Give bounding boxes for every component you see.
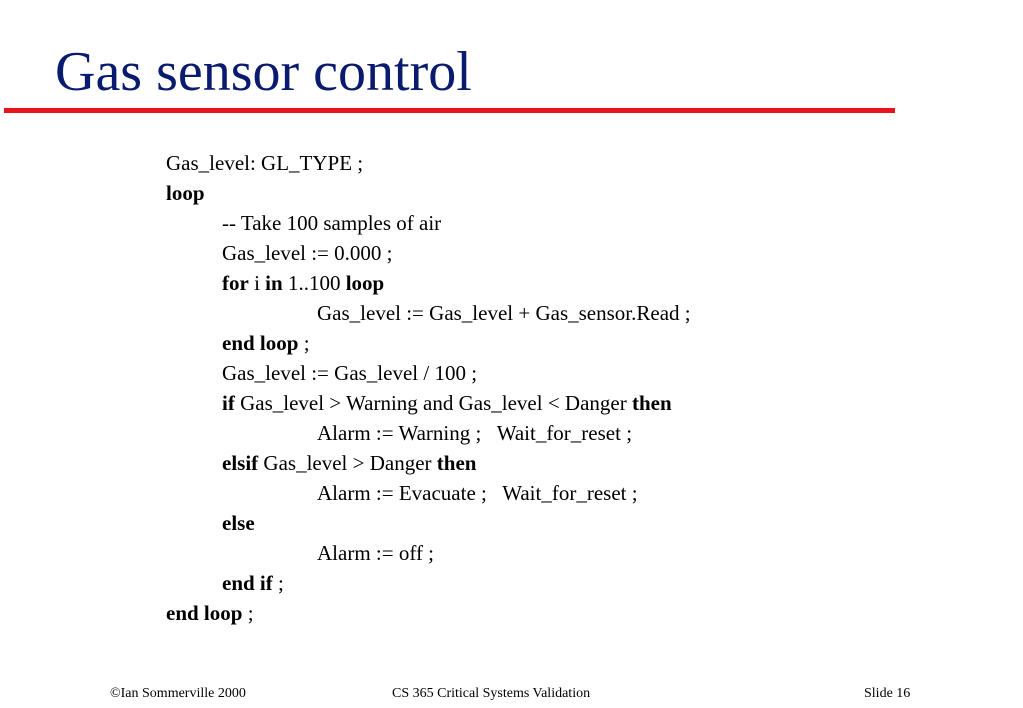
slide-title: Gas sensor control [55, 41, 472, 103]
code-line [166, 208, 691, 238]
code-text: Gas_level > Danger [258, 451, 437, 475]
code-text: i [248, 271, 266, 295]
code-text: Gas_level := Gas_level / 100 ; [222, 361, 478, 385]
code-keyword: if [222, 391, 235, 415]
code-keyword: end loop [166, 601, 243, 625]
code-line [166, 148, 691, 178]
code-listing [166, 148, 691, 628]
code-line [166, 358, 691, 388]
code-line [166, 268, 691, 298]
code-text: Gas_level: GL_TYPE ; [166, 151, 364, 175]
code-keyword: loop [166, 181, 205, 205]
code-text: Gas_level := Gas_level + Gas_sensor.Read ; [317, 301, 691, 325]
code-line [166, 388, 691, 418]
code-keyword: then [436, 451, 477, 475]
code-line [166, 508, 691, 538]
title-divider [4, 108, 895, 113]
code-keyword: else [222, 511, 255, 535]
code-line [166, 298, 691, 328]
code-line [166, 238, 691, 268]
code-keyword: end if [222, 571, 273, 595]
code-line [166, 568, 691, 598]
code-keyword: end loop [222, 331, 299, 355]
code-line [166, 418, 691, 448]
code-keyword: in [265, 271, 283, 295]
code-text: ; [242, 601, 254, 625]
code-text: Gas_level > Warning and Gas_level < Danger [234, 391, 632, 415]
code-keyword: elsif [222, 451, 259, 475]
code-line [166, 538, 691, 568]
code-text: 1..100 [282, 271, 346, 295]
code-text: ; [272, 571, 284, 595]
code-keyword: loop [345, 271, 385, 295]
code-text: ; [298, 331, 310, 355]
code-line [166, 598, 691, 628]
code-text: Gas_level := 0.000 ; [222, 241, 393, 265]
code-text: Alarm := Evacuate ; Wait_for_reset ; [317, 481, 638, 505]
code-line [166, 448, 691, 478]
code-keyword: then [631, 391, 672, 415]
code-text: Alarm := off ; [317, 541, 435, 565]
footer-copyright: ©Ian Sommerville 2000 [110, 686, 246, 701]
code-line [166, 178, 691, 208]
code-text: Alarm := Warning ; Wait_for_reset ; [317, 421, 633, 445]
code-comment: -- Take 100 samples of air [222, 211, 442, 235]
code-line [166, 328, 691, 358]
code-line [166, 478, 691, 508]
code-keyword: for [222, 271, 249, 295]
footer-course: CS 365 Critical Systems Validation [392, 686, 591, 701]
footer-slide-number: Slide 16 [864, 686, 911, 701]
